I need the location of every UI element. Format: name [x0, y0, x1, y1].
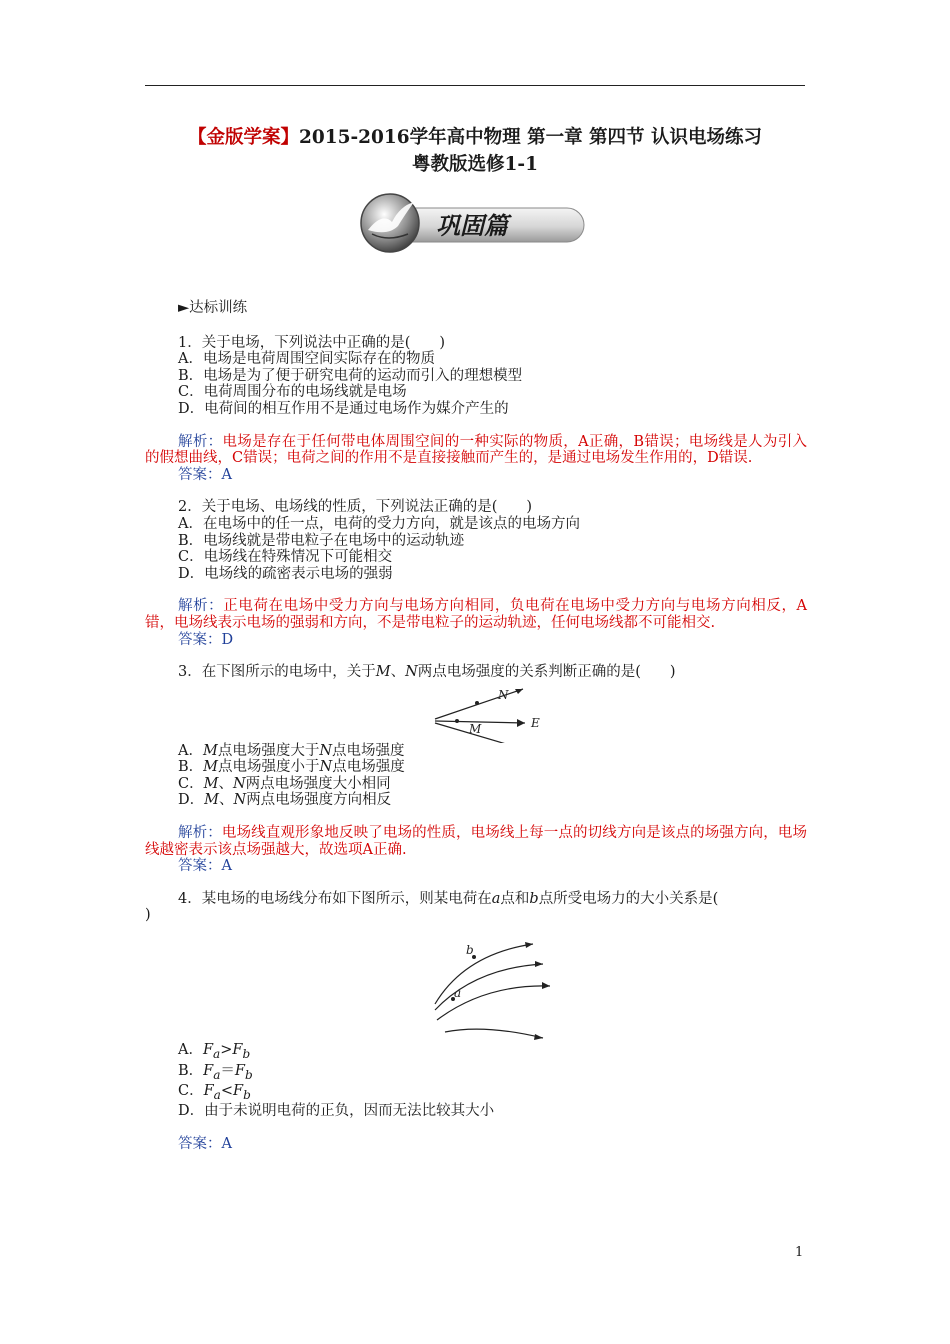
- page-number: 1: [795, 1245, 804, 1260]
- q4-figure: [145, 924, 807, 1042]
- q2-option-c: C．电场线在特殊情况下可能相交: [178, 549, 393, 566]
- q3-option-d: D．M、N两点电场强度方向相反: [178, 792, 392, 809]
- q1-option-a: A．电场是电荷周围空间实际存在的物质: [178, 351, 435, 368]
- q3-analysis: 解析：电场线直观形象地反映了电场的性质，电场线上每一点的切线方向是该点的场强方向，电场线越密表示该点场强越大，故选项A正确.: [145, 825, 808, 858]
- q2-option-a: A．在电场中的任一点，电荷的受力方向，就是该点的电场方向: [178, 515, 580, 532]
- q3-option-b: B．M点电场强度小于N点电场强度: [178, 759, 405, 776]
- q1-option-d: D．电荷间的相互作用不是通过电场作为媒介产生的: [178, 400, 509, 417]
- header-rule: [145, 85, 805, 86]
- point-m: [455, 719, 459, 723]
- q1-option-b: B．电场是为了便于研究电荷的运动而引入的理想模型: [178, 367, 523, 384]
- q1-option-c: C．电荷周围分布的电场线就是电场: [178, 384, 407, 401]
- q3-field-diagram: [145, 681, 807, 743]
- q3-answer: 答案：A: [178, 858, 232, 875]
- section-banner: [358, 192, 588, 254]
- title-line2: 粤教版选修1-1: [412, 154, 538, 175]
- label-m: M: [469, 721, 482, 736]
- question-3: [145, 664, 807, 875]
- q3-option-c: C．M、N两点电场强度大小相同: [178, 775, 391, 792]
- question-1: [145, 335, 807, 484]
- q1-analysis: 解析：电场是存在于任何带电体周围空间的一种实际的物质，A正确，B错误；电场线是人为引入的假想曲线，C错误；电荷之间的作用不是直接接触而产生的，是通过电场发生作用的，D错误.: [145, 433, 808, 467]
- label-n: N: [498, 687, 509, 702]
- title-main: 2015-2016学年高中物理 第一章 第四节 认识电场练习: [299, 127, 762, 148]
- q2-answer: 答案：D: [178, 631, 234, 648]
- q2-analysis: 解析：正电荷在电场中受力方向与电场方向相同，负电荷在电场中受力方向与电场方向相反，A错，电场线表示电场的强弱和方向，不是带电粒子的运动轨迹，任何电场线都不可能相交.: [145, 598, 808, 631]
- q1-answer: 答案：A: [178, 466, 232, 483]
- q4-option-d: D．由于未说明电荷的正负，因而无法比较其大小: [178, 1103, 495, 1120]
- q4-field-diagram: [145, 924, 807, 1042]
- q3-option-a: A．M点电场强度大于N点电场强度: [178, 742, 405, 759]
- q2-option-d: D．电场线的疏密表示电场的强弱: [178, 565, 393, 582]
- question-2-stem: 2．关于电场、电场线的性质，下列说法正确的是( ): [178, 499, 533, 516]
- question-4-stem-end: ): [145, 907, 151, 924]
- question-2: [145, 499, 807, 648]
- label-b: b: [466, 943, 474, 958]
- label-a: a: [454, 986, 462, 1001]
- label-e: E: [531, 715, 540, 730]
- q4-option-b: B．$F_a=F_b$: [178, 1062, 253, 1082]
- q4-option-c: C．$F_a<F_b$: [178, 1083, 251, 1102]
- q4-answer: 答案：A: [178, 1136, 232, 1153]
- question-3-stem: 3．在下图所示的电场中，关于M、N两点电场强度的关系判断正确的是( ): [178, 664, 676, 681]
- section-label: ►达标训练: [178, 300, 248, 316]
- page-title: [145, 124, 805, 178]
- question-1-stem: 1．关于电场，下列说法中正确的是( ): [178, 334, 446, 351]
- question-4-stem: 4．某电场的电场线分布如下图所示，则某电荷在a点和b点所受电场力的大小关系是(: [178, 890, 719, 907]
- exercise-content: [145, 300, 807, 1153]
- q2-option-b: B．电场线就是带电粒子在电场中的运动轨迹: [178, 532, 465, 549]
- question-4: [145, 891, 807, 1153]
- q3-figure: [145, 681, 807, 743]
- banner-text: 巩固篇: [436, 212, 508, 240]
- q4-option-a: A．$F_a>F_b$: [178, 1042, 251, 1061]
- title-bracket: 【金版学案】: [188, 127, 300, 148]
- point-n: [475, 701, 479, 705]
